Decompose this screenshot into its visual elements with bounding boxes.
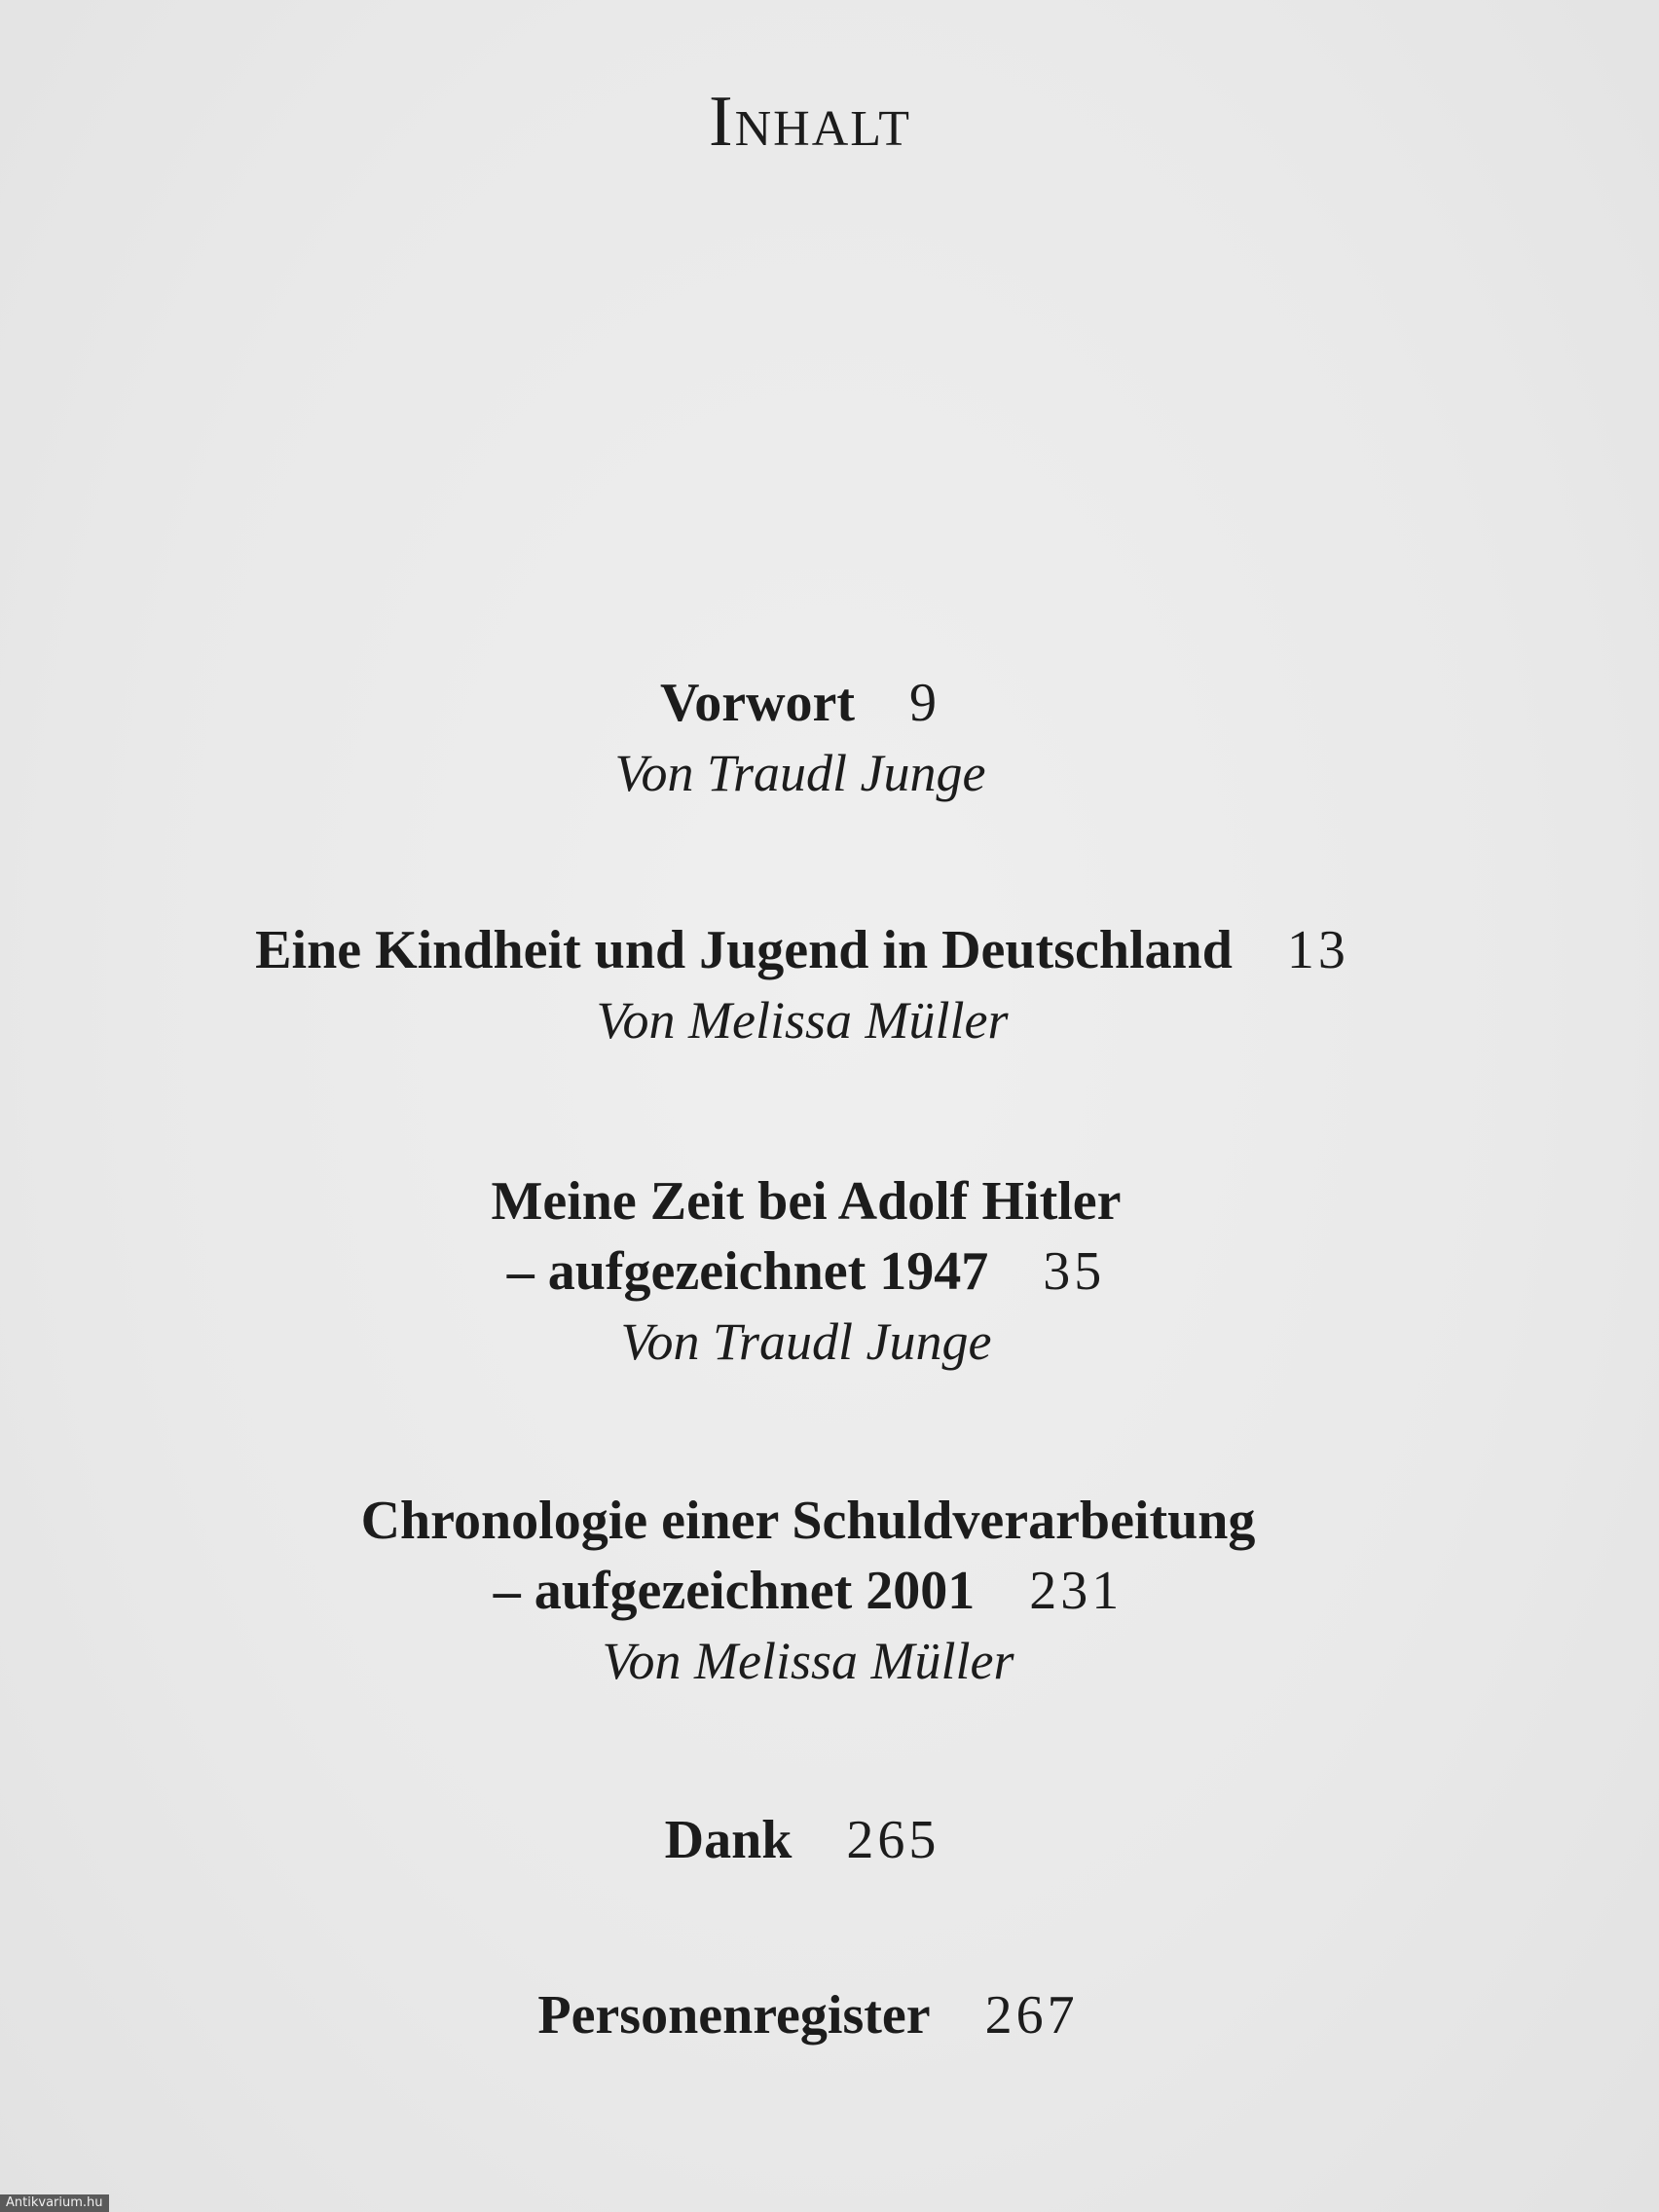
toc-entry-dank — [0, 1805, 1659, 1875]
toc-entry-page-number: 13 — [1286, 920, 1349, 980]
toc-entry-personenregister — [0, 1980, 1659, 2050]
toc-entry-title-line2: – aufgezeichnet 1947 35 — [506, 1241, 1106, 1302]
toc-entry-chronologie — [0, 1486, 1659, 1696]
toc-entry-page-number: 35 — [1043, 1241, 1106, 1302]
page-heading — [0, 82, 1659, 162]
toc-entry-page-number: 265 — [846, 1810, 940, 1870]
toc-entry-page-number: 9 — [909, 673, 941, 733]
toc-entry-meine-zeit — [0, 1166, 1659, 1377]
toc-entry-title-line1: Chronologie einer Schuldverarbeitung — [360, 1491, 1256, 1551]
toc-entry-title: Vorwort — [659, 673, 856, 733]
toc-entry-title-line2: – aufgezeichnet 2001 231 — [493, 1561, 1124, 1621]
site-watermark: Antikvarium.hu — [0, 2194, 109, 2212]
toc-entry-page-number: 267 — [984, 1985, 1079, 2046]
toc-entry-title-row — [0, 668, 1659, 738]
toc-entry-author: Von Traudl Junge — [614, 744, 986, 802]
toc-entry-title: Dank — [664, 1810, 793, 1870]
toc-entry-kindheit — [0, 915, 1659, 1055]
toc-entry-title-row — [0, 915, 1659, 985]
toc-entry-author: Von Traudl Junge — [620, 1312, 992, 1371]
toc-entry-title-line1: Meine Zeit bei Adolf Hitler — [491, 1171, 1122, 1232]
toc-entry-vorwort — [0, 668, 1659, 808]
toc-entry-title: Personenregister — [537, 1985, 931, 2046]
toc-entry-title-row — [0, 1980, 1659, 2050]
page-heading-text: Inhalt — [708, 82, 912, 162]
toc-entry-page-number: 231 — [1029, 1561, 1124, 1621]
toc-entry-author: Von Melissa Müller — [596, 991, 1009, 1050]
toc-entry-title-row — [0, 1805, 1659, 1875]
toc-entry-title: Eine Kindheit und Jugend in Deutschland — [255, 920, 1233, 980]
toc-entry-author: Von Melissa Müller — [602, 1632, 1014, 1690]
